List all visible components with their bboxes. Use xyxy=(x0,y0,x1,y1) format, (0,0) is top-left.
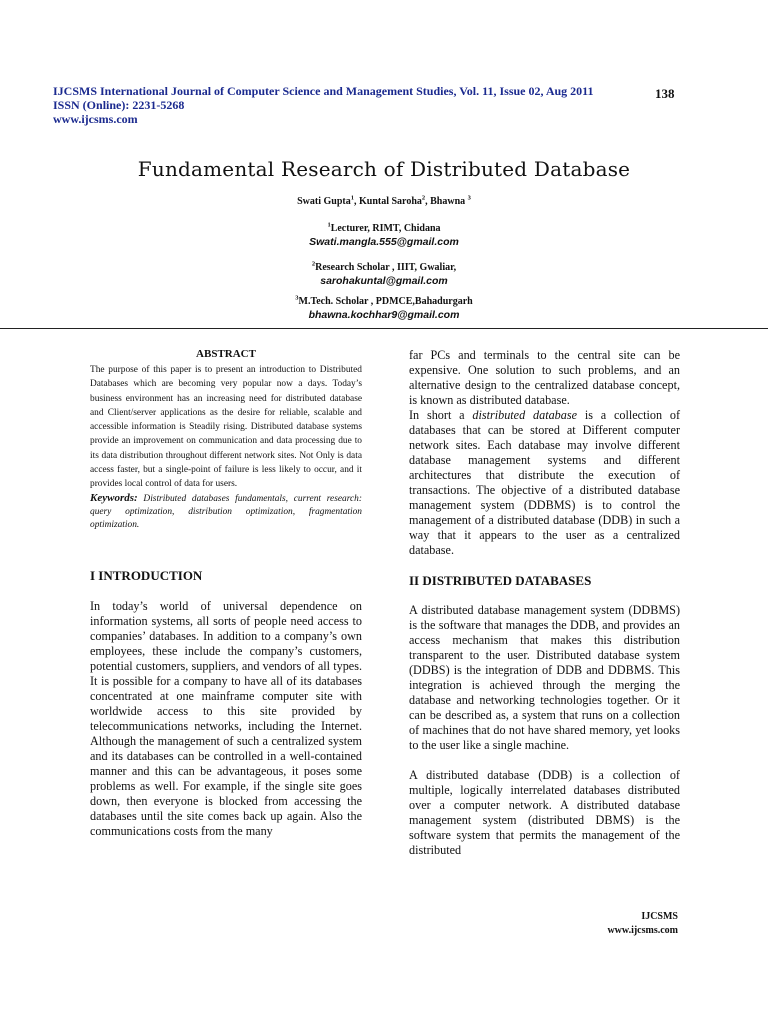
right-column xyxy=(409,348,680,858)
page-footer xyxy=(607,910,678,938)
header-divider xyxy=(0,328,768,329)
section2-paragraph-2: A distributed database (DDB) is a collection of multiple, logically interrelated databases distributed over a computer network. A distributed database management system (distributed DBMS) is the software system that permits the management of the distributed xyxy=(409,768,680,857)
affiliation-3: $^3$M.Tech. Scholar , PDMCE,Bahadurgarh xyxy=(295,294,473,307)
introduction-heading: I INTRODUCTION xyxy=(90,567,203,583)
abstract-heading: ABSTRACT xyxy=(196,348,256,360)
section2-heading: II DISTRIBUTED DATABASES xyxy=(409,573,592,588)
left-column xyxy=(90,348,362,839)
ddb-definition: In short a distributed database is a collection of databases that can be stored at Different computer network sites. Each database may involve different database management systems and different architectures that distribute the execution of transactions. The objective of a distributed database management system (DDBMS) is to control the management of a distributed database (DDB) in such a way that it appears to the user as a centralized database. xyxy=(409,408,681,557)
keywords xyxy=(90,492,362,532)
email-3: bhawna.kochhar9@gmail.com xyxy=(308,309,460,321)
affiliation-1: $^1$Lecturer, RIMT, Chidana xyxy=(327,221,441,234)
affiliation-2: $^2$Research Scholar , IIIT, Gwaliar, xyxy=(311,260,457,273)
journal-header xyxy=(53,84,594,126)
journal-citation: IJCSMS International Journal of Computer Science and Management Studies, Vol. 11, Issue 02, Aug 2011 xyxy=(53,84,594,98)
paper-title: Fundamental Research of Distributed Database xyxy=(137,157,631,181)
page-number: 138 xyxy=(655,86,675,101)
section2-paragraph-1: A distributed database management system (DDBMS) is the software that manages the DDB, and provides an access mechanism that makes this distribution transparent to the user. Distributed database system (DDBS) is the integration of DDB and DDBMS. This integration is achieved through the merging the database and networking technologies together. Or it can be described as, a system that runs on a collection of machines that do not have shared memory, yet looks to the user like a single machine. xyxy=(409,603,680,752)
author-list: Swati Gupta$^1$, Kuntal Saroha$^2$, Bhawna $^3$ xyxy=(297,194,471,207)
footer-journal: IJCSMS xyxy=(641,911,678,922)
journal-website: www.ijcsms.com xyxy=(53,112,138,126)
issn: ISSN (Online): 2231-5268 xyxy=(53,98,185,112)
footer-website: www.ijcsms.com xyxy=(607,925,678,936)
abstract-text: The purpose of this paper is to present an introduction to Distributed Databases which are becoming very popular now a days. Today’s business environment has an increasing need for distributed database and Client/server applications as the desire for reliable, scalable and accessible information is Steadily rising. Distributed database systems provide an improvement on communication and data processing due to its data distribution throughout different network sites. Not Only is data access faster, but a single-point of failure is less likely to occur, and it provides local control of data for users. xyxy=(90,365,362,490)
continuation-text: far PCs and terminals to the central site can be expensive. One solution to such problems, and an alternative design to the centralized database concept, is known as distributed database. xyxy=(409,348,680,407)
keywords-text: Distributed databases fundamentals, current research: query optimization, distribution optimization, fragmentation optimization. xyxy=(90,493,362,530)
introduction-text: In today’s world of universal dependence on information systems, all sorts of people need access to companies’ databases. In addition to a company’s own employees, these include the company’s customers, potential customers, suppliers, and vendors of all types. It is possible for a company to have all of its databases concentrated at one mainframe computer site with worldwide access to this site provided by telecommunications networks, including the Internet. Although the management of such a centralized system and its databases can be controlled in a well-contained manner and this can be advantageous, it poses some problems as well. For example, if the single site goes down, then everyone is blocked from accessing the databases until the site comes back up again. Also the communications costs from the many xyxy=(90,598,362,838)
email-1: Swati.mangla.555@gmail.com xyxy=(309,236,459,248)
keywords-label: Keywords: xyxy=(90,491,138,504)
email-2: sarohakuntal@gmail.com xyxy=(320,275,448,287)
